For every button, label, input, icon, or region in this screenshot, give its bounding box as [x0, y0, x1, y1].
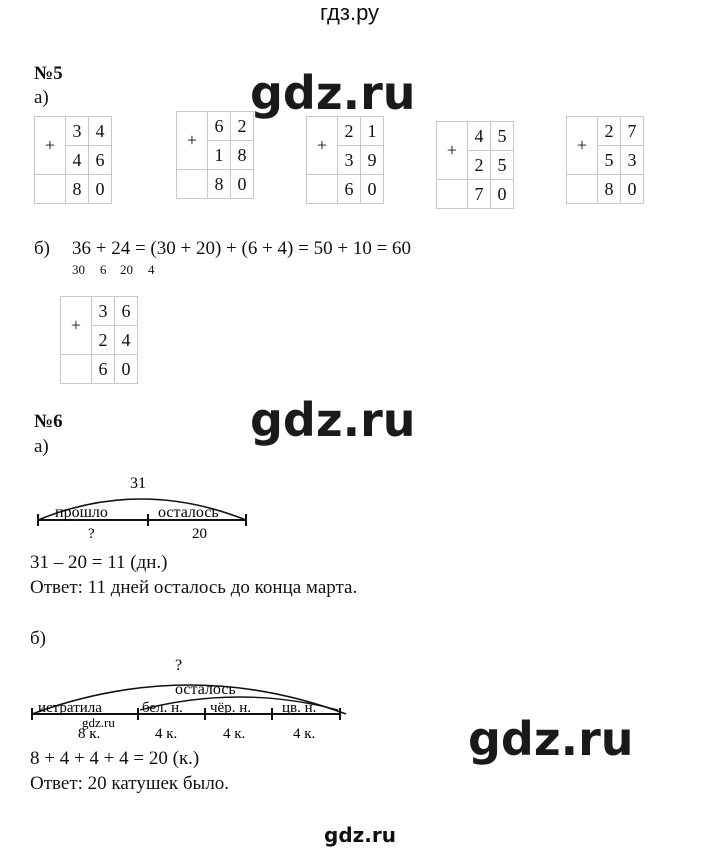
plus-sign: + [35, 117, 66, 175]
footer-watermark: gdz.ru [324, 823, 396, 847]
digit-cell: 2 [338, 117, 361, 146]
diagram-b-group: осталось [175, 681, 236, 698]
watermark-3: gdz.ru [468, 712, 634, 766]
grid-cell [437, 180, 468, 209]
task6-part-a-solution: 31 – 20 = 11 (дн.) [30, 552, 168, 573]
digit-cell: 1 [208, 141, 231, 170]
addition-column-3 [306, 116, 384, 204]
grid-cell [307, 175, 338, 204]
task5-part-b-equation: 36 + 24 = (30 + 20) + (6 + 4) = 50 + 10 = 60 [72, 238, 412, 259]
digit-cell: 1 [361, 117, 384, 146]
digit-cell: 8 [66, 175, 89, 204]
plus-sign: + [61, 297, 92, 355]
digit-cell: 4 [89, 117, 112, 146]
task5-part-b-label: б) [34, 238, 50, 259]
diagram-b-below-2: 4 к. [155, 726, 178, 742]
digit-cell: 3 [621, 146, 644, 175]
digit-cell: 5 [491, 151, 514, 180]
diagram-b-total: ? [175, 657, 183, 674]
decomp-30: 30 [72, 262, 85, 277]
task6-part-a-label: а) [34, 436, 49, 457]
digit-cell: 0 [115, 355, 138, 384]
digit-cell: 4 [66, 146, 89, 175]
segment-diagram-b [20, 654, 350, 744]
task6-number: №6 [34, 411, 63, 432]
digit-cell: 3 [66, 117, 89, 146]
watermark-2: gdz.ru [250, 393, 416, 447]
grid-cell [61, 355, 92, 384]
diagram-b-below-1: 8 к. [78, 726, 101, 742]
watermark-1: gdz.ru [250, 66, 416, 120]
diagram-b-seg-1: истратила [38, 700, 102, 716]
diagram-b-seg-2: бел. н. [142, 700, 183, 716]
task6-part-a-answer: Ответ: 11 дней осталось до конца марта. [30, 577, 358, 598]
digit-cell: 7 [468, 180, 491, 209]
addition-column-5 [566, 116, 644, 204]
grid-cell [35, 175, 66, 204]
task6-part-b-answer: Ответ: 20 катушек было. [30, 773, 230, 794]
digit-cell: 8 [598, 175, 621, 204]
digit-cell: 0 [361, 175, 384, 204]
digit-cell: 2 [598, 117, 621, 146]
digit-cell: 5 [598, 146, 621, 175]
grid-cell [177, 170, 208, 199]
diagram-b-below-3: 4 к. [223, 726, 246, 742]
digit-cell: 9 [361, 146, 384, 175]
digit-cell: 6 [338, 175, 361, 204]
diagram-b-below-4: 4 к. [293, 726, 316, 742]
digit-cell: 6 [208, 112, 231, 141]
task6-part-b-label: б) [30, 628, 46, 649]
digit-cell: 2 [468, 151, 491, 180]
decomp-6: 6 [100, 262, 107, 277]
digit-cell: 3 [338, 146, 361, 175]
addition-column-6 [60, 296, 138, 384]
digit-cell: 0 [491, 180, 514, 209]
diagram-a-left-below: ? [88, 526, 95, 540]
digit-cell: 6 [115, 297, 138, 326]
site-header: гдз.ру [320, 0, 380, 25]
digit-cell: 0 [621, 175, 644, 204]
addition-column-4 [436, 121, 514, 209]
addition-column-2 [176, 111, 254, 199]
diagram-a-right-below: 20 [192, 526, 207, 540]
digit-cell: 6 [92, 355, 115, 384]
diagram-b-seg-4: цв. н. [282, 700, 317, 716]
plus-sign: + [307, 117, 338, 175]
digit-cell: 4 [468, 122, 491, 151]
digit-cell: 0 [231, 170, 254, 199]
digit-cell: 8 [231, 141, 254, 170]
diagram-b-seg-3: чёр. н. [210, 700, 251, 716]
digit-cell: 2 [92, 326, 115, 355]
plus-sign: + [437, 122, 468, 180]
plus-sign: + [177, 112, 208, 170]
digit-cell: 2 [231, 112, 254, 141]
segment-diagram-a [30, 470, 270, 540]
diagram-a-left: прошло [55, 504, 108, 521]
task6-part-b-solution: 8 + 4 + 4 + 4 = 20 (к.) [30, 748, 200, 769]
digit-cell: 7 [621, 117, 644, 146]
diagram-b-small-watermark: gdz.ru [82, 715, 115, 730]
digit-cell: 0 [89, 175, 112, 204]
digit-cell: 4 [115, 326, 138, 355]
addition-column-1 [34, 116, 112, 204]
plus-sign: + [567, 117, 598, 175]
digit-cell: 6 [89, 146, 112, 175]
task5-number: №5 [34, 63, 63, 84]
grid-cell [567, 175, 598, 204]
decomp-4: 4 [148, 262, 155, 277]
diagram-a-right: осталось [158, 504, 219, 521]
decomp-20: 20 [120, 262, 133, 277]
task5-part-a-label: а) [34, 87, 49, 108]
digit-cell: 3 [92, 297, 115, 326]
diagram-a-total: 31 [130, 475, 146, 492]
digit-cell: 8 [208, 170, 231, 199]
digit-cell: 5 [491, 122, 514, 151]
